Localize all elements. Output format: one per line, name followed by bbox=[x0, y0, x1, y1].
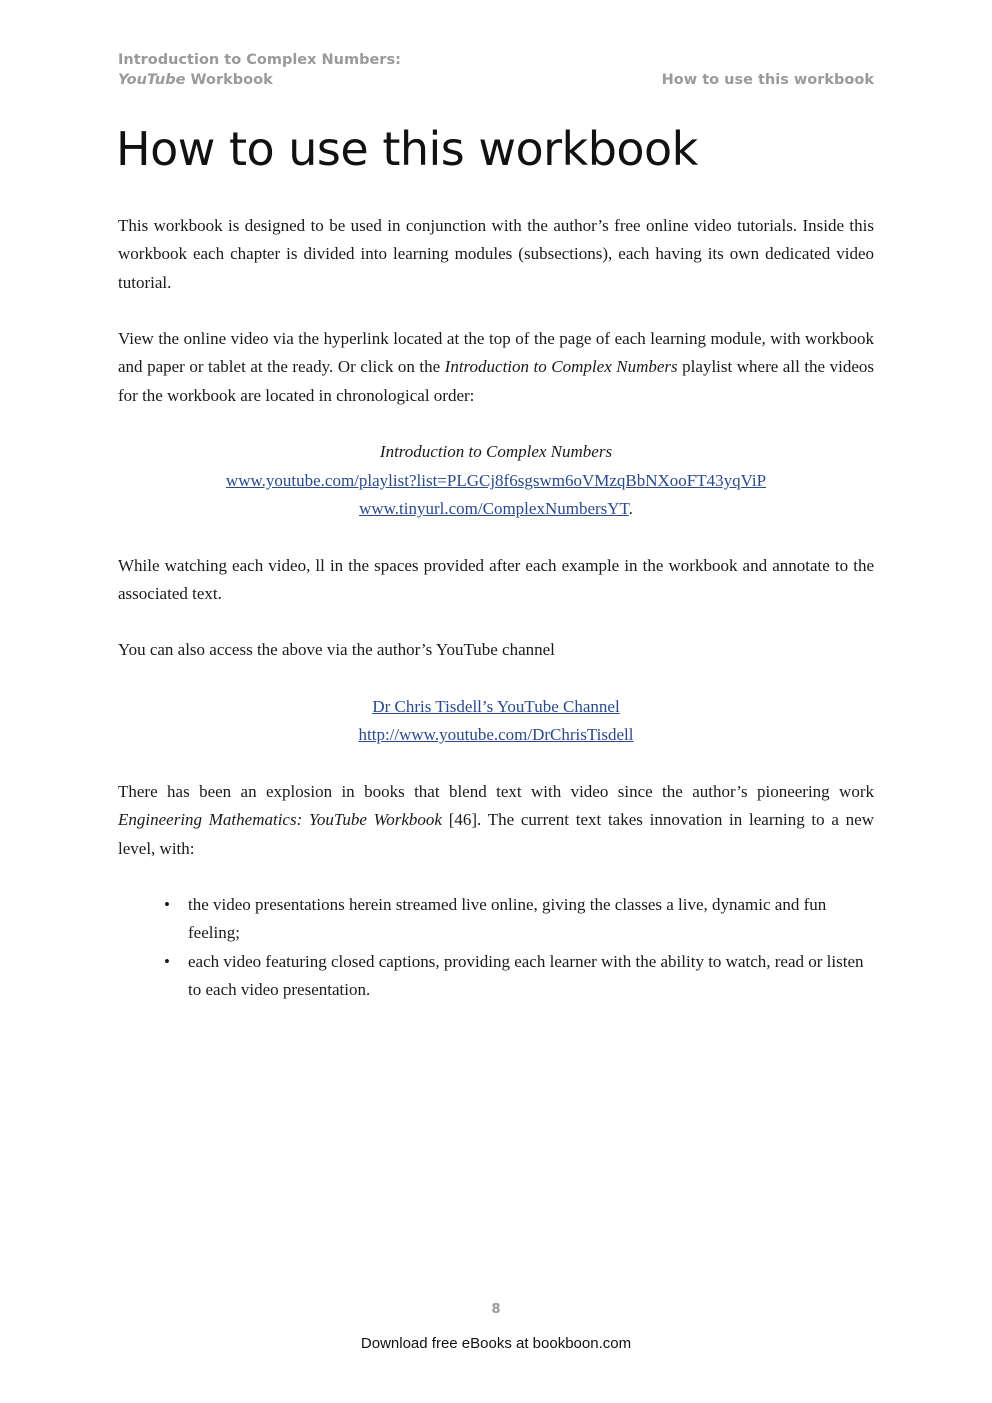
list-item bbox=[164, 891, 874, 948]
channel-url-link[interactable]: http://www.youtube.com/DrChrisTisdell bbox=[358, 725, 634, 745]
feature-list bbox=[118, 891, 874, 1004]
bullet-icon: • bbox=[164, 895, 170, 915]
bullet-icon: • bbox=[164, 951, 170, 971]
paragraph-view-video-text-b: playlist where all the videos for the workbook are located in chronological order: bbox=[118, 357, 875, 405]
engineering-math-title: Engineering Mathematics: YouTube Workbook bbox=[118, 810, 442, 830]
list-item-text: the video presentations herein streamed live online, giving the classes a live, dynamic and fun feeling; bbox=[188, 895, 827, 943]
playlist-link-row bbox=[118, 467, 874, 495]
paragraph-view-video bbox=[118, 325, 874, 410]
book-title-line1: Introduction to Complex Numbers: bbox=[118, 52, 401, 68]
playlist-title-text: Introduction to Complex Numbers bbox=[379, 442, 613, 462]
paragraph-explosion-text-a: There has been an explosion in books that blend text with video since the author’s pioneering work bbox=[118, 781, 874, 801]
playlist-block bbox=[118, 438, 874, 523]
playlist-tinyurl-row bbox=[118, 495, 874, 523]
book-title-workbook: Workbook bbox=[185, 72, 273, 88]
playlist-tinyurl-link[interactable]: www.tinyurl.com/ComplexNumbersYT bbox=[359, 498, 629, 518]
channel-url-row bbox=[118, 721, 874, 749]
channel-name-row bbox=[118, 693, 874, 721]
list-item bbox=[164, 948, 874, 1005]
running-head bbox=[118, 50, 874, 90]
channel-name-link[interactable]: Dr Chris Tisdell’s YouTube Channel bbox=[372, 697, 620, 717]
playlist-youtube-link[interactable]: www.youtube.com/playlist?list=PLGCj8f6sgswm6oVMzqBbNXooFT43yqViP bbox=[225, 470, 767, 490]
list-item-text: each video featuring closed captions, providing each learner with the ability to watch, read or listen to each video presentation. bbox=[188, 951, 864, 1000]
book-title bbox=[118, 50, 401, 90]
paragraph-explosion-text-b: [46]. The current text takes innovation in learning to a new level, with: bbox=[118, 810, 874, 858]
page-title: How to use this workbook bbox=[116, 122, 698, 176]
paragraph-channel: You can also access the above via the author’s YouTube channel bbox=[118, 640, 555, 660]
paragraph-explosion bbox=[118, 778, 874, 863]
book-title-line2 bbox=[118, 70, 401, 90]
footer-download-text: Download free eBooks at bookboon.com bbox=[360, 1335, 632, 1352]
page-number: 8 bbox=[491, 1302, 501, 1317]
main-content bbox=[118, 212, 874, 1004]
channel-block bbox=[118, 693, 874, 750]
playlist-name-inline: Introduction to Complex Numbers bbox=[444, 357, 678, 377]
section-title: How to use this workbook bbox=[661, 72, 874, 88]
paragraph-intro: This workbook is designed to be used in conjunction with the author’s free online video tutorials. Inside this workbook each chapter is divided into learning modules (subsections), each having its own dedicated video tutorial. bbox=[118, 216, 874, 292]
tinyurl-period: . bbox=[628, 498, 633, 518]
paragraph-view-video-text-a: View the online video via the hyperlink located at the top of the page of each learning module, with workbook and paper or tablet at the ready. Or click on the bbox=[118, 329, 874, 377]
book-title-youtube: YouTube bbox=[118, 72, 186, 88]
playlist-title bbox=[118, 438, 874, 466]
paragraph-watching: While watching each video, ll in the spaces provided after each example in the workbook and annotate to the associated text. bbox=[118, 555, 874, 603]
